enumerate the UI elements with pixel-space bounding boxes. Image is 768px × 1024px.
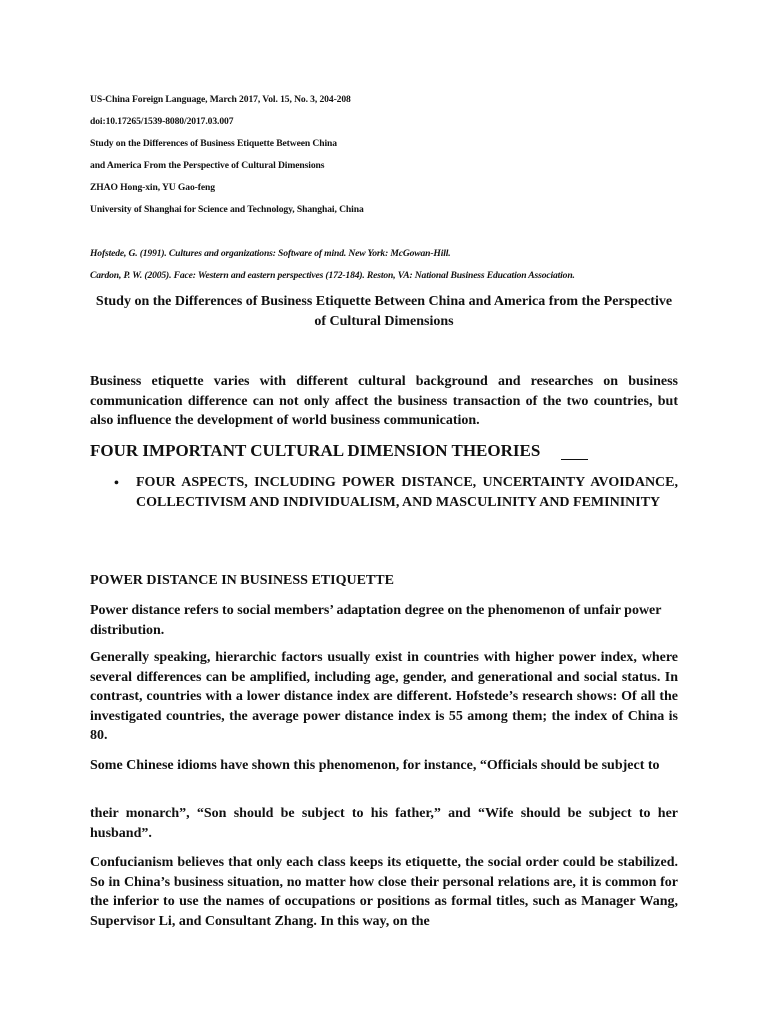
paragraph-power-distance-definition: Power distance refers to social members’ adaptation degree on the phenomenon of unfair power distribution. (90, 603, 662, 638)
paragraph-idioms-continued: their monarch”, “Son should be subject to his father,” and “Wife should be subject to her husband”. (90, 806, 678, 841)
paragraph-chinese-idioms: Some Chinese idioms have shown this phenomenon, for instance, “Officials should be subject to (90, 758, 660, 773)
heading-underline (561, 459, 588, 460)
reference-1: Hofstede, G. (1991). Cultures and organizations: Software of mind. New York: McGowan-Hill. (90, 248, 451, 259)
header-title-line-2: and America From the Perspective of Cultural Dimensions (90, 160, 325, 171)
paragraph-hierarchic-factors: Generally speaking, hierarchic factors usually exist in countries with higher power index, where several differences can be amplified, including age, gender, and generational and social status. In contrast, countries with a lower distance index are different. Hofstede’s research shows: Of all the investigated countries, the average power distance index is 55 among them; the index of China is 80. (90, 650, 678, 743)
journal-line: US-China Foreign Language, March 2017, Vol. 15, No. 3, 204-208 (90, 94, 351, 105)
header-title-line-1: Study on the Differences of Business Etiquette Between China (90, 138, 337, 149)
paragraph-confucianism: Confucianism believes that only each class keeps its etiquette, the social order could be stabilized. So in China’s business situation, no matter how close their personal relations are, it is common for the inferior to use the names of occupations or positions as formal titles, such as Manager Wang, Supervisor Li, and Consultant Zhang. In this way, on the (90, 855, 678, 929)
doi-line: doi:10.17265/1539-8080/2017.03.007 (90, 116, 234, 127)
bullet-item-text: FOUR ASPECTS, INCLUDING POWER DISTANCE, UNCERTAINTY AVOIDANCE, COLLECTIVISM AND INDIVIDUALISM, AND MASCULINITY AND FEMININITY (136, 475, 678, 510)
intro-paragraph: Business etiquette varies with different cultural background and researches on business communication difference can not only affect the business transaction of the two countries, but also influence the development of world business communication. (90, 374, 678, 428)
subsection-heading: POWER DISTANCE IN BUSINESS ETIQUETTE (90, 573, 394, 588)
bullet-marker: • (114, 476, 119, 491)
document-title: Study on the Differences of Business Etiquette Between China and America from the Perspective of Cultural Dimensions (95, 294, 673, 329)
section-heading: FOUR IMPORTANT CULTURAL DIMENSION THEORIES (90, 441, 541, 460)
authors-line: ZHAO Hong-xin, YU Gao-feng (90, 182, 215, 193)
affiliation-line: University of Shanghai for Science and Technology, Shanghai, China (90, 204, 364, 215)
reference-2: Cardon, P. W. (2005). Face: Western and eastern perspectives (172-184). Reston, VA: National Business Education Association. (90, 270, 575, 281)
